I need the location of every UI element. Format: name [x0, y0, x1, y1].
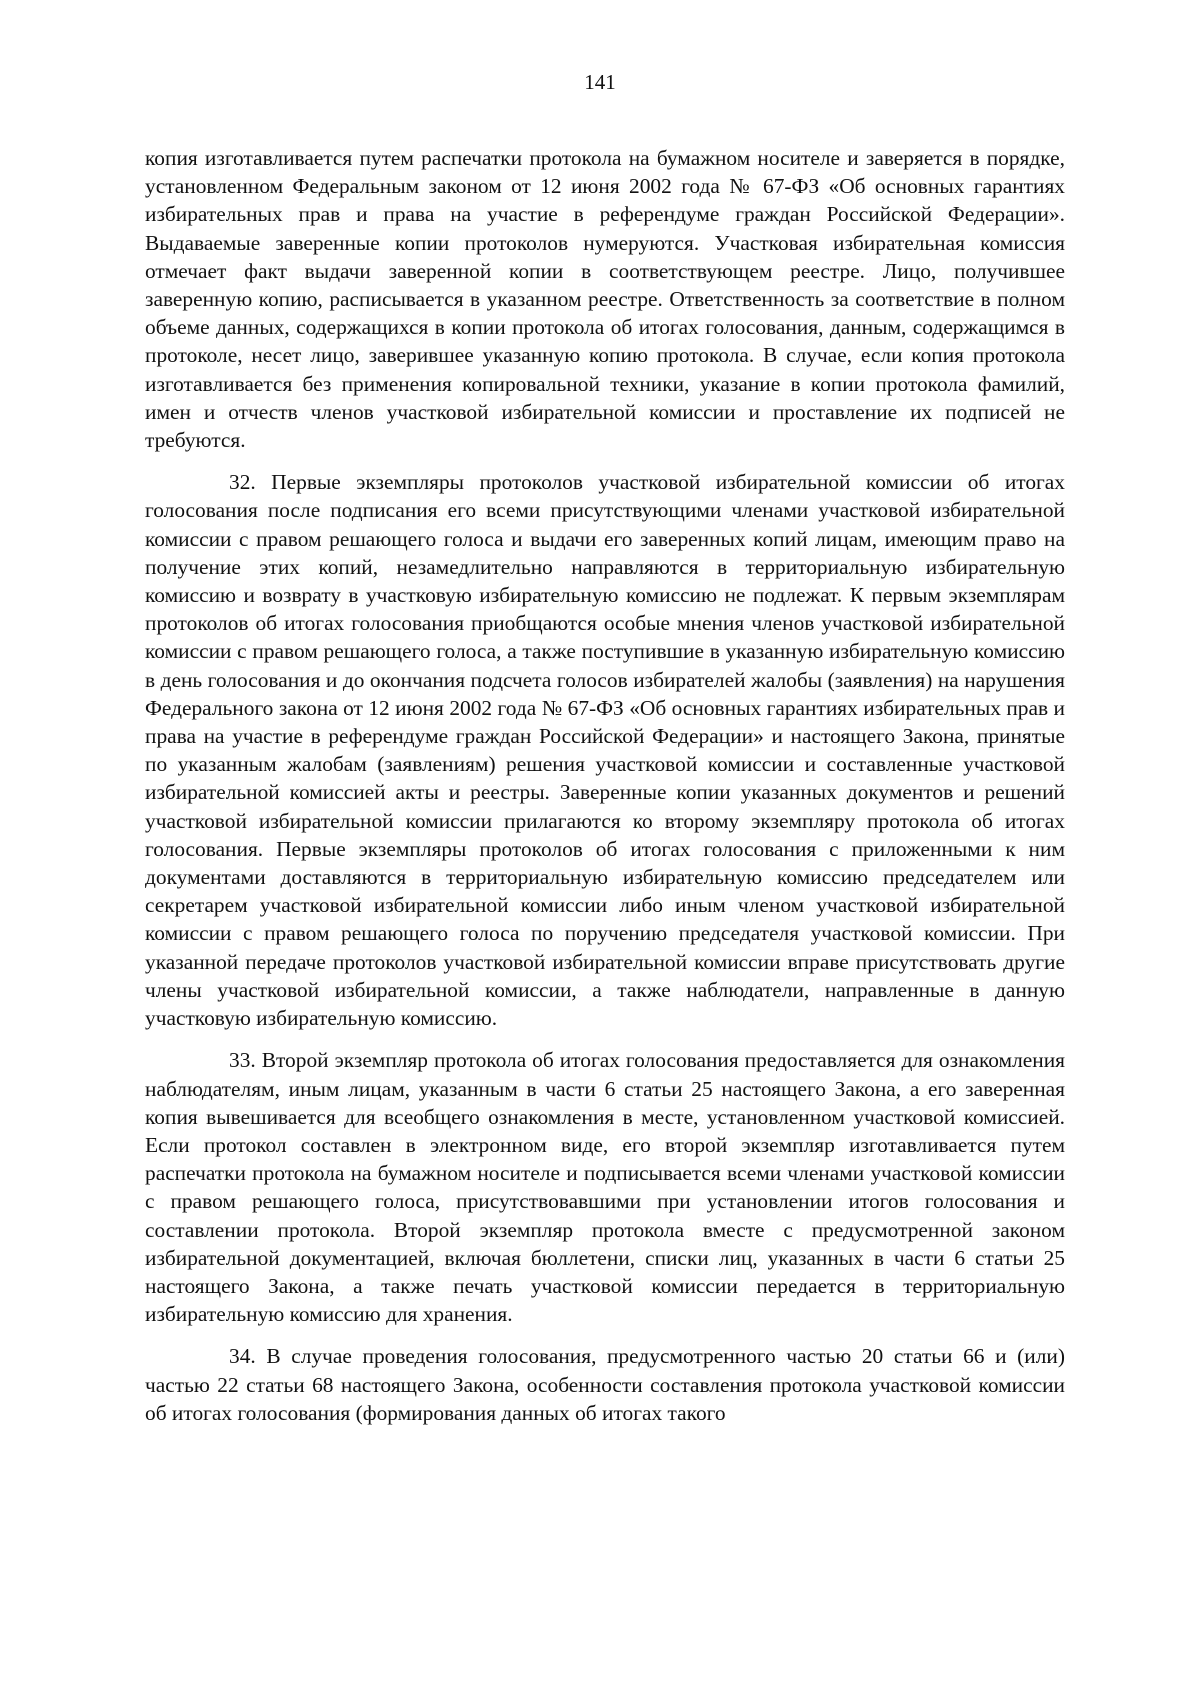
- document-body: [145, 144, 1065, 1441]
- page-number: 141: [584, 70, 616, 94]
- paragraph-33: 33. Второй экземпляр протокола об итогах голосования предоставляется для ознакомления наблюдателям, иным лицам, указанным в части 6 статьи 25 настоящего Закона, а его заверенная копия вывешивается для всеобщего ознакомления в месте, установленном участковой комиссией. Если протокол составлен в электронном виде, его второй экземпляр изготавливается путем распечатки протокола на бумажном носителе и подписывается всеми членами участковой комиссии с правом решающего голоса, присутствовавшими при установлении итогов голосования и составлении протокола. Второй экземпляр протокола вместе с предусмотренной законом избирательной документацией, включая бюллетени, списки лиц, указанных в части 6 статьи 25 настоящего Закона, а также печать участковой комиссии передается в территориальную избирательную комиссию для хранения.: [145, 1048, 1065, 1327]
- paragraph-continuation: копия изготавливается путем распечатки протокола на бумажном носителе и заверяется в порядке, установленном Федеральным законом от 12 июня 2002 года № 67-ФЗ «Об основных гарантиях избирательных прав и права на участие в референдуме граждан Российской Федерации». Выдаваемые заверенные копии протоколов нумеруются. Участковая избирательная комиссия отмечает факт выдачи заверенной копии в соответствующем реестре. Лицо, получившее заверенную копию, расписывается в указанном реестре. Ответственность за соответствие в полном объеме данных, содержащихся в копии протокола об итогах голосования, данным, содержащимся в протоколе, несет лицо, заверившее указанную копию протокола. В случае, если копия протокола изготавливается без применения копировальной техники, указание в копии протокола фамилий, имен и отчеств членов участковой избирательной комиссии и проставление их подписей не требуются.: [145, 146, 1065, 453]
- paragraph-32: 32. Первые экземпляры протоколов участковой избирательной комиссии об итогах голосования после подписания его всеми присутствующими членами участковой избирательной комиссии с правом решающего голоса и выдачи его заверенных копий лицам, имеющим право на получение этих копий, незамедлительно направляются в территориальную избирательную комиссию и возврату в участковую избирательную комиссию не подлежат. К первым экземплярам протоколов об итогах голосования приобщаются особые мнения членов участковой избирательной комиссии с правом решающего голоса, а также поступившие в указанную избирательную комиссию в день голосования и до окончания подсчета голосов избирателей жалобы (заявления) на нарушения Федерального закона от 12 июня 2002 года № 67-ФЗ «Об основных гарантиях избирательных прав и права на участие в референдуме граждан Российской Федерации» и настоящего Закона, принятые по указанным жалобам (заявлениям) решения участковой комиссии и составленные участковой избирательной комиссией акты и реестры. Заверенные копии указанных документов и решений участковой избирательной комиссии прилагаются ко второму экземпляру протокола об итогах голосования. Первые экземпляры протоколов об итогах голосования с приложенными к ним документами доставляются в территориальную избирательную комиссию председателем или секретарем участковой избирательной комиссии либо иным членом участковой избирательной комиссии с правом решающего голоса по поручению председателя участковой комиссии. При указанной передаче протоколов участковой избирательной комиссии вправе присутствовать другие члены участковой избирательной комиссии, а также наблюдатели, направленные в данную участковую избирательную комиссию.: [145, 470, 1065, 1031]
- paragraph-34: 34. В случае проведения голосования, предусмотренного частью 20 статьи 66 и (или) частью 22 статьи 68 настоящего Закона, особенности составления протокола участковой комиссии об итогах голосования (формирования данных об итогах такого: [145, 1344, 1065, 1425]
